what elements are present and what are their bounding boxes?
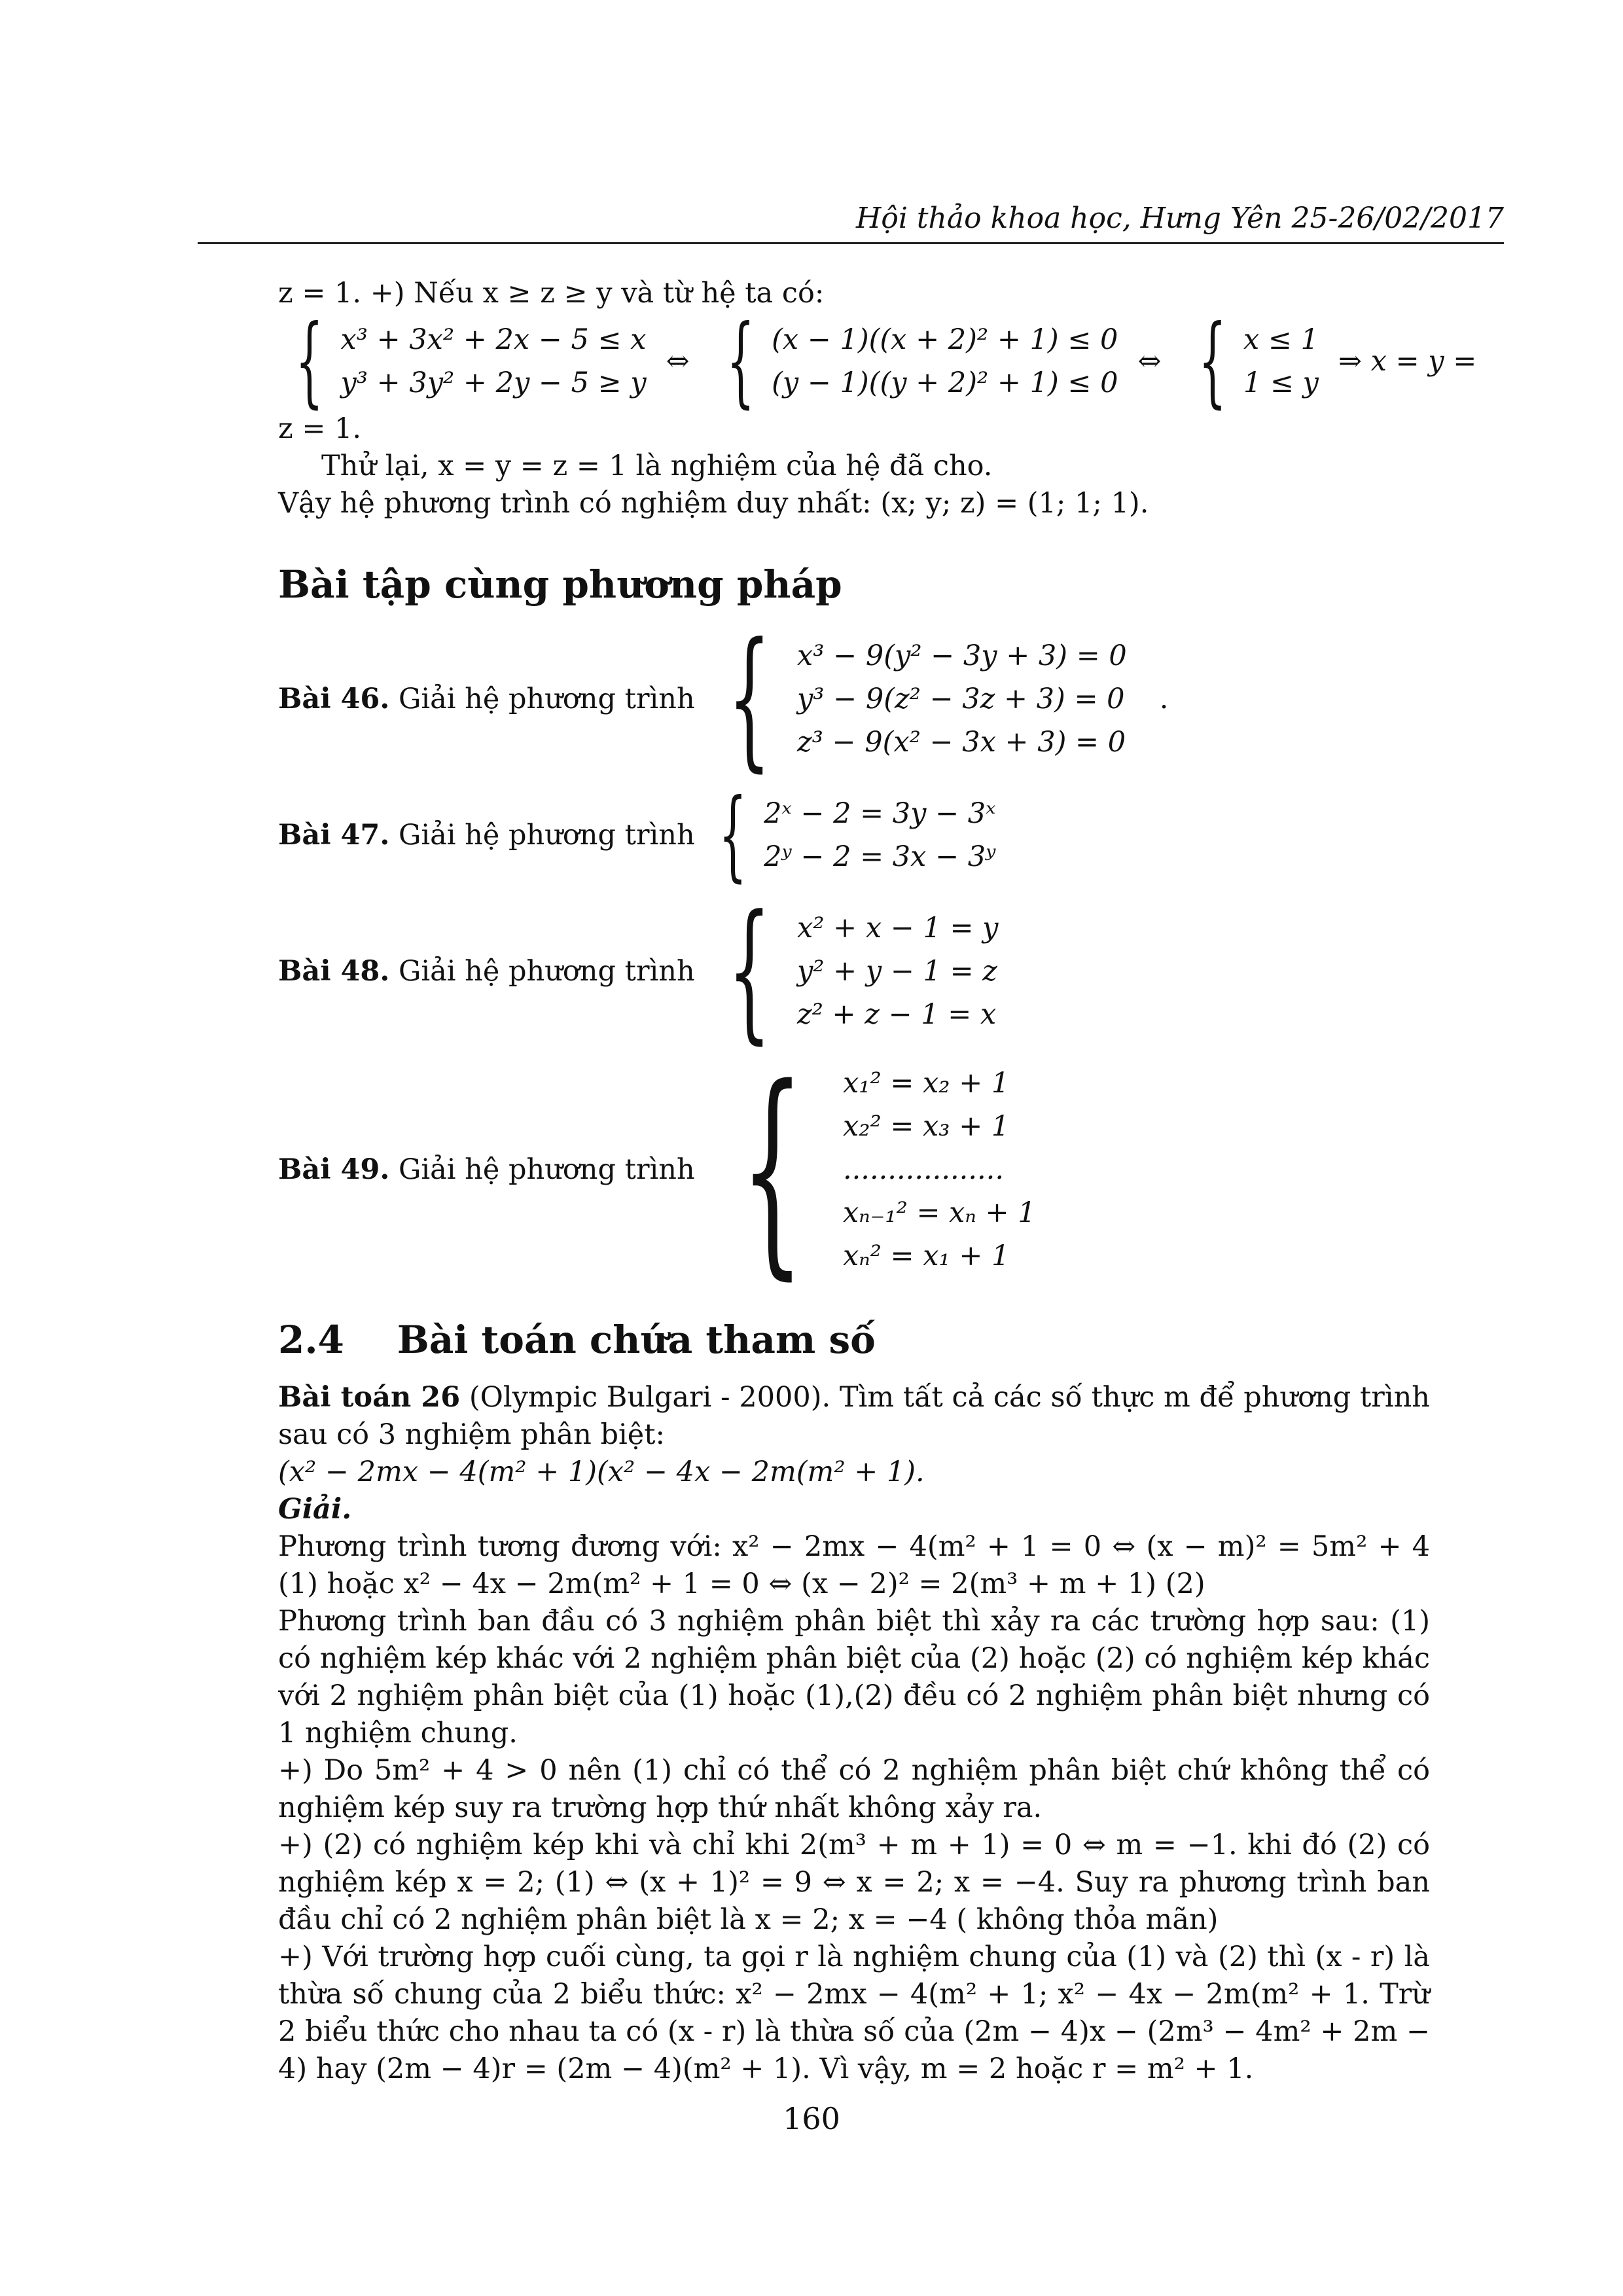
system-2 [709,304,1118,418]
solution-label: Giải. [278,1493,352,1526]
equation: 2ʸ − 2 = 3x − 3ʸ [764,840,996,873]
system-1-eq-1: x³ + 3x² + 2x − 5 ≤ x [340,323,647,356]
equation: x₁² = x₂ + 1 [842,1067,1010,1100]
system-2-eq-1: (x − 1)((x + 2)² + 1) ≤ 0 [772,323,1118,356]
problem-text: Giải hệ phương trình [399,1153,695,1186]
problem-label: Bài 46. [278,682,390,715]
implies-expression: ⇒ x = y = [1338,344,1477,378]
intro-line-1: z = 1. +) Nếu x ≥ z ≥ y và từ hệ ta có: [278,277,825,310]
problem-26-equation: (x² − 2mx − 4(m² + 1)(x² − 4x − 2m(m² + 1). [278,1456,925,1488]
brace-icon: { [740,1040,804,1299]
problem-48 [278,884,1430,1058]
brace-icon: { [727,611,771,786]
solution-paragraph-1: Phương trình tương đương với: x² − 2mx − 4(m² + 1 = 0 ⇔ (x − m)² = 5m² + 4 (1) hoặc x² − 4x − 2m(m² + 1 = 0 ⇔ (x − 2)² = 2(m³ + m + 1) (2) [278,1530,1430,1600]
system-3-eq-2: 1 ≤ y [1243,367,1319,399]
equation: x³ − 9(y² − 3y + 3) = 0 [796,639,1127,672]
system-3 [1181,304,1319,418]
problem-26-text: (Olympic Bulgari - 2000). Tìm tất cả các số thực m để phương trình sau có 3 nghiệm phân biệt: [278,1381,1430,1451]
equation: y² + y − 1 = z [796,955,997,988]
solution-paragraph-5: +) Với trường hợp cuối cùng, ta gọi r là nghiệm chung của (1) và (2) thì (x - r) là thừa số chung của 2 biểu thức: x² − 2mx − 4(m² + 1; x² − 4x − 2m(m² + 1. Trừ 2 biểu thức cho nhau ta có (x - r) là thừa số của (2m − 4)x − (2m³ − 4m² + 2m − 4) hay (2m − 4)r = (2m − 4)(m² + 1). Vì vậy, m = 2 hoặc r = m² + 1. [278,1941,1430,2085]
intro-line-2: z = 1. [278,412,362,445]
solution-paragraph-3: +) Do 5m² + 4 > 0 nên (1) chỉ có thể có 2 nghiệm phân biệt chứ không thể có nghiệm kép suy ra trường hợp thứ nhất không xảy ra. [278,1754,1430,1824]
intro-line-3: Thử lại, x = y = z = 1 là nghiệm của hệ đã cho. [321,450,993,482]
equation: 2ˣ − 2 = 3y − 3ˣ [764,797,996,830]
section-number: 2.4 [278,1318,344,1362]
iff-symbol-2: ⇔ [1137,344,1162,378]
problem-47 [278,778,1430,892]
page-header [198,196,1504,244]
equation: xₙ² = x₁ + 1 [842,1240,1010,1272]
solution-paragraph-4: +) (2) có nghiệm kép khi và chỉ khi 2(m³ + m + 1) = 0 ⇔ m = −1. khi đó (2) có nghiệm kép x = 2; (1) ⇔ (x + 1)² = 9 ⇔ x = 2; x = −4. Suy ra phương trình ban đầu chỉ có 2 nghiệm phân biệt là x = 2; x = −4 ( không thỏa mãn) [278,1829,1430,1936]
problem-tail: . [1159,682,1169,715]
equation: xₙ₋₁² = xₙ + 1 [842,1196,1036,1229]
section-heading-exercises: Bài tập cùng phương pháp [278,562,842,607]
page-content [278,275,1477,2088]
system-2-eq-2: (y − 1)((y + 2)² + 1) ≤ 0 [772,367,1118,399]
brace-icon: { [295,304,324,418]
problem-text: Giải hệ phương trình [399,954,695,988]
problem-26-label: Bài toán 26 [278,1381,461,1414]
problem-26 [278,1379,1430,1454]
header-title: Hội thảo khoa học, Hưng Yên 25-26/02/2017 [855,202,1504,235]
equation: z² + z − 1 = x [796,998,997,1031]
system-1-eq-2: y³ + 3y² + 2y − 5 ≥ y [340,367,647,399]
solution-paragraph-2: Phương trình ban đầu có 3 nghiệm phân biệt thì xảy ra các trường hợp sau: (1) có nghiệm kép khác với 2 nghiệm phân biệt của (2) hoặc (2) có nghiệm kép khác với 2 nghiệm phân biệt của (1) hoặc (1),(2) đều có 2 nghiệm phân biệt nhưng có 1 nghiệm chung. [278,1605,1430,1749]
problem-46 [278,611,1430,786]
brace-icon: { [727,884,771,1058]
equation: z³ − 9(x² − 3x + 3) = 0 [796,726,1126,759]
intro-system-chain [278,304,1477,418]
equation: y³ − 9(z² − 3z + 3) = 0 [796,683,1125,715]
equation: x₂² = x₃ + 1 [842,1110,1010,1143]
page-number: 160 [783,2101,840,2136]
problem-49 [278,1040,1430,1299]
brace-icon: { [1198,304,1226,418]
intro-line-4: Vậy hệ phương trình có nghiệm duy nhất: (x; y; z) = (1; 1; 1). [278,487,1149,520]
problem-label: Bài 47. [278,818,390,852]
equation: x² + x − 1 = y [796,912,999,944]
equation: .................. [842,1153,1005,1186]
problem-text: Giải hệ phương trình [399,818,695,852]
problem-label: Bài 49. [278,1153,390,1186]
iff-symbol-1: ⇔ [666,344,690,378]
system-1 [278,304,647,418]
brace-icon: { [726,304,755,418]
system-3-eq-1: x ≤ 1 [1243,323,1319,356]
problem-label: Bài 48. [278,954,390,988]
section-title: Bài toán chứa tham số [397,1318,876,1362]
brace-icon: { [718,778,747,892]
problem-text: Giải hệ phương trình [399,682,695,715]
section-heading-parameter [278,1314,1430,1366]
